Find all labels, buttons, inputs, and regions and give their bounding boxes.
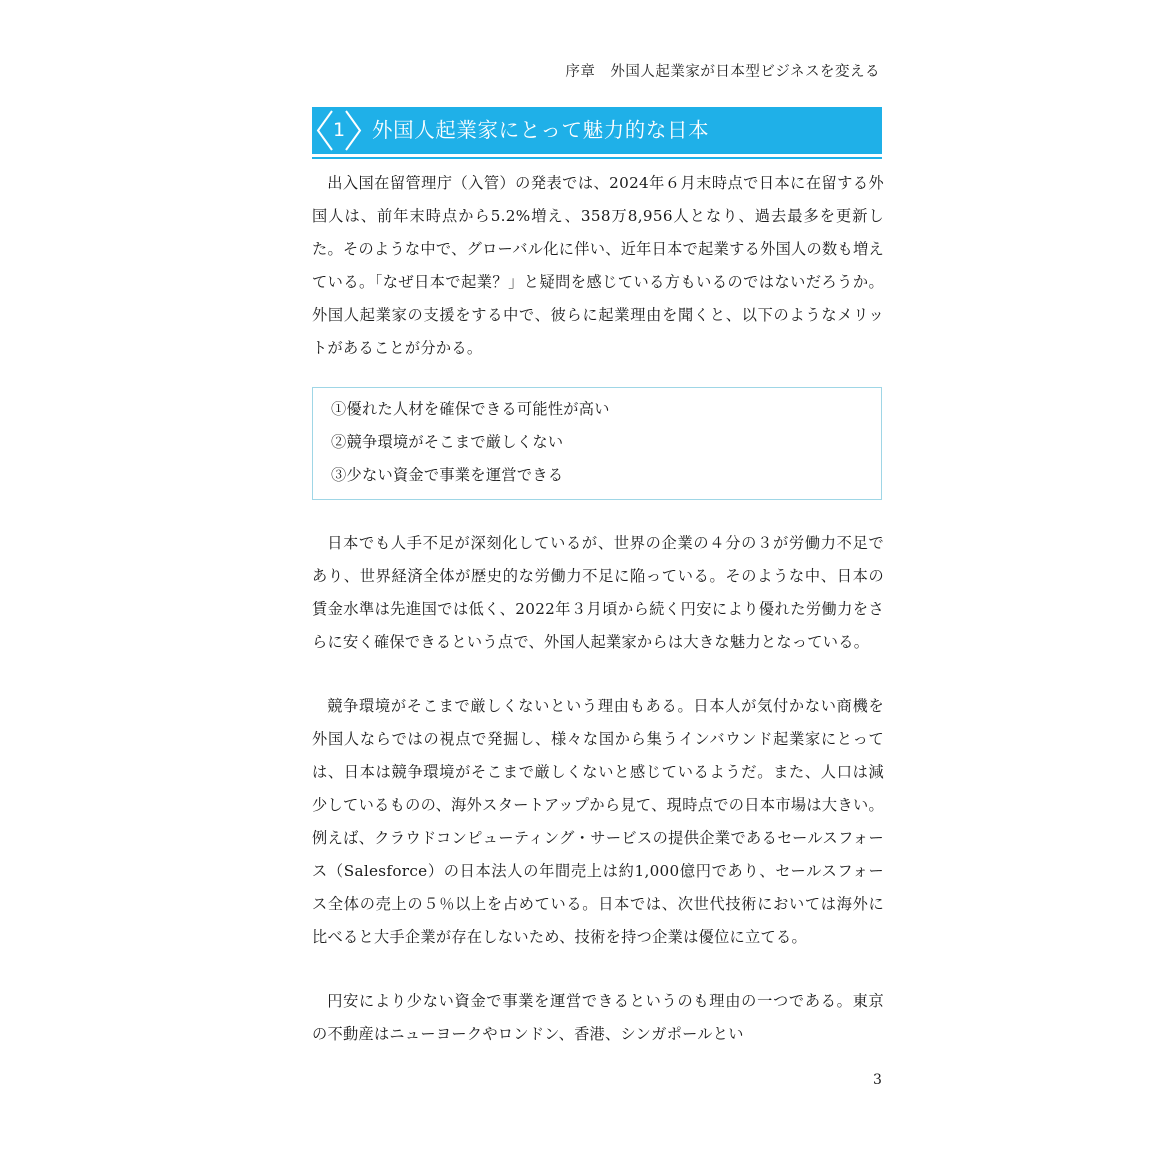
merit-item-2: ②競争環境がそこまで厳しくない bbox=[331, 433, 564, 451]
page-number: 3 bbox=[873, 1072, 882, 1088]
section-title: 外国人起業家にとって魅力的な日本 bbox=[372, 118, 710, 142]
section-number-badge bbox=[312, 107, 366, 154]
section-heading bbox=[312, 107, 882, 154]
merit-item-3: ③少ない資金で事業を運営できる bbox=[331, 466, 564, 484]
merits-box bbox=[312, 387, 882, 500]
paragraph-labor: 日本でも人手不足が深刻化しているが、世界の企業の４分の３が労働力不足であり、世界経済全体が歴史的な労働力不足に陥っている。そのような中、日本の賃金水準は先進国では低く、2022年３月頃から続く円安により優れた労働力をさらに安く確保できるという点で、外国人起業家からは大きな魅力となっている。 bbox=[312, 534, 884, 651]
paragraph-intro: 出入国在留管理庁（入管）の発表では、2024年６月末時点で日本に在留する外国人は、前年末時点から5.2%増え、358万8,956人となり、過去最多を更新した。そのような中で、グローバル化に伴い、近年日本で起業する外国人の数も増えている。「なぜ日本で起業？」と疑問を感じている方もいるのではないだろうか。外国人起業家の支援をする中で、彼らに起業理由を聞くと、以下のようなメリットがあることが分かる。 bbox=[312, 174, 884, 357]
merit-item-1: ①優れた人材を確保できる可能性が高い bbox=[331, 400, 610, 418]
running-header: 序章 外国人起業家が日本型ビジネスを変える bbox=[565, 64, 880, 80]
section-number: 1 bbox=[332, 119, 346, 141]
paragraph-competition: 競争環境がそこまで厳しくないという理由もある。日本人が気付かない商機を外国人ならではの視点で発掘し、様々な国から集うインバウンド起業家にとっては、日本は競争環境がそこまで厳しくないと感じているようだ。また、人口は減少しているものの、海外スタートアップから見て、現時点での日本市場は大きい。例えば、クラウドコンピューティング・サービスの提供企業であるセールスフォース（Salesforce）の日本法人の年間売上は約1,000億円であり、セールスフォース全体の売上の５％以上を占めている。日本では、次世代技術においては海外に比べると大手企業が存在しないため、技術を持つ企業は優位に立てる。 bbox=[312, 697, 884, 946]
paragraph-cost: 円安により少ない資金で事業を運営できるというのも理由の一つである。東京の不動産はニューヨークやロンドン、香港、シンガポールとい bbox=[312, 992, 884, 1043]
